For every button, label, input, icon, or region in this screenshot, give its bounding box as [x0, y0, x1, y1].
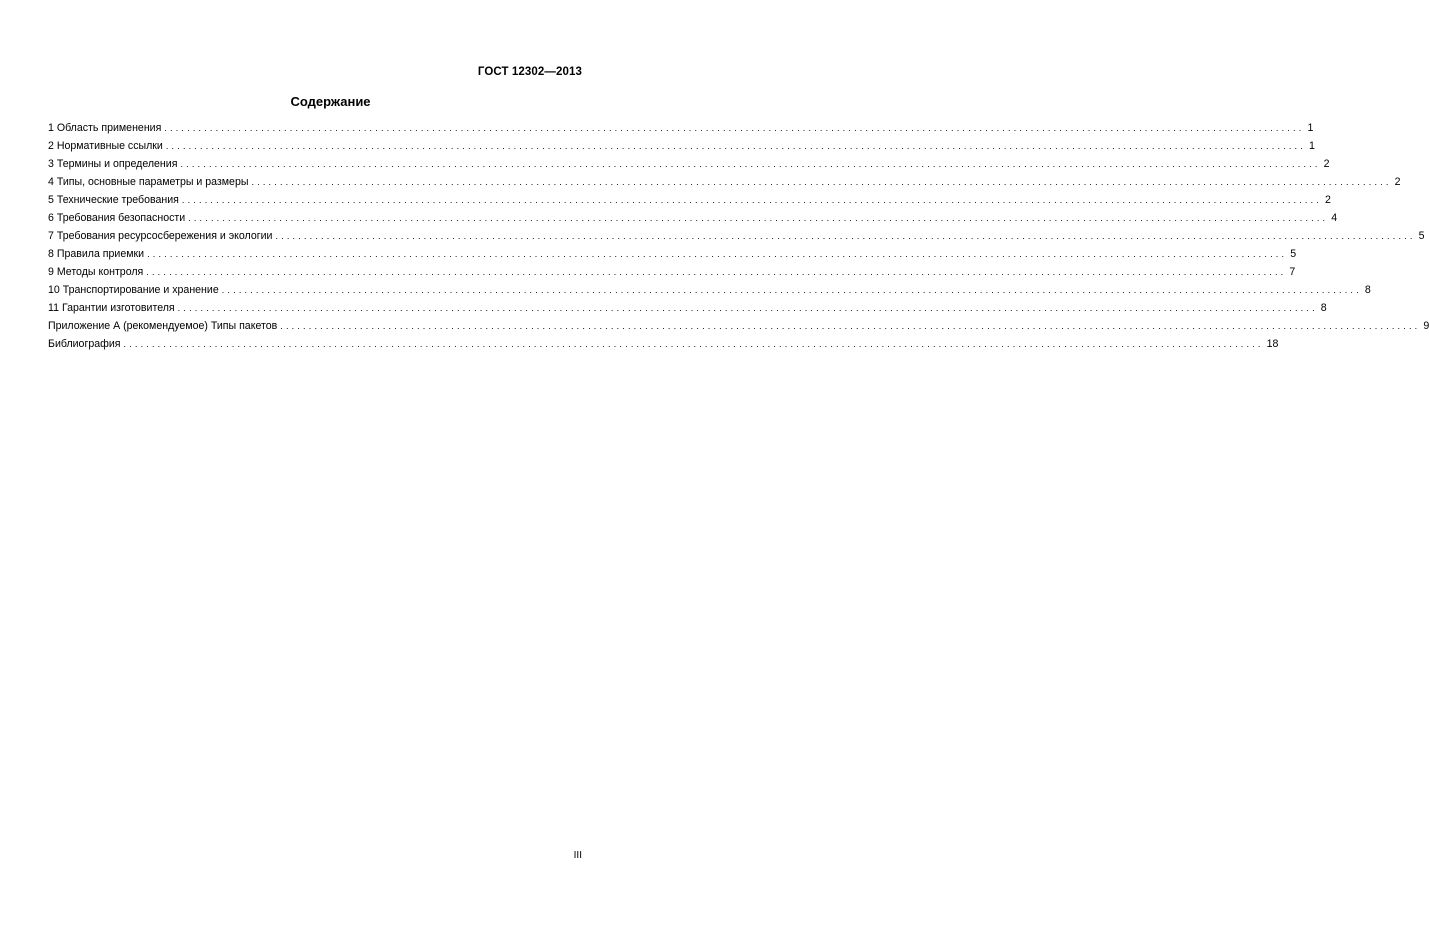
toc-leader-dots: ........................................................................................................................................................................................................: [180, 159, 1321, 169]
page-number: III: [573, 850, 582, 861]
toc-entry[interactable]: [48, 209, 1338, 227]
toc-entry-page: 1: [1308, 140, 1315, 152]
toc-entry-label: 5 Технические требования: [48, 194, 179, 206]
toc-entry[interactable]: [48, 119, 1314, 137]
toc-entry-label: Библиография: [48, 338, 121, 350]
toc-entry-page: 7: [1289, 266, 1296, 278]
toc-leader-dots: ........................................................................................................................................................................................................: [275, 231, 1416, 241]
toc-entry[interactable]: [48, 227, 1425, 245]
toc-entry-page: 5: [1290, 248, 1297, 260]
toc-entry-page: 8: [1364, 284, 1371, 296]
toc-leader-dots: ........................................................................................................................................................................................................: [123, 339, 1264, 349]
document-header: ГОСТ 12302—2013: [477, 66, 582, 78]
toc-entry-label: 11 Гарантии изготовителя: [48, 302, 175, 314]
toc-entry-page: 2: [1325, 194, 1331, 206]
toc-entry-label: 2 Нормативные ссылки: [48, 140, 163, 152]
toc-entry-label: 4 Типы, основные параметры и размеры: [48, 176, 249, 188]
toc-leader-dots: ........................................................................................................................................................................................................: [188, 213, 1329, 223]
toc-leader-dots: ........................................................................................................................................................................................................: [177, 303, 1318, 313]
toc-entry-label: 6 Требования безопасности: [48, 212, 186, 224]
toc-entry-page: 5: [1418, 230, 1425, 242]
toc-entry[interactable]: [48, 155, 1330, 173]
toc-title: Содержание: [290, 94, 371, 109]
toc-leader-dots: ........................................................................................................................................................................................................: [221, 285, 1362, 295]
toc-entry-page: 4: [1331, 212, 1338, 224]
toc-entry[interactable]: [48, 191, 1331, 209]
toc-leader-dots: ........................................................................................................................................................................................................: [165, 141, 1306, 151]
toc-entry-label: 8 Правила приемки: [48, 248, 145, 260]
toc-leader-dots: ........................................................................................................................................................................................................: [147, 249, 1288, 259]
table-of-contents: [48, 119, 1429, 353]
toc-entry-page: 9: [1423, 320, 1429, 332]
toc-leader-dots: ........................................................................................................................................................................................................: [164, 123, 1305, 133]
toc-entry[interactable]: [48, 317, 1429, 335]
toc-entry[interactable]: [48, 335, 1279, 353]
toc-leader-dots: ........................................................................................................................................................................................................: [146, 267, 1287, 277]
toc-entry[interactable]: [48, 281, 1371, 299]
toc-entry[interactable]: [48, 245, 1297, 263]
toc-entry[interactable]: [48, 173, 1401, 191]
toc-leader-dots: ........................................................................................................................................................................................................: [251, 177, 1392, 187]
toc-entry-label: 10 Транспортирование и хранение: [48, 284, 219, 296]
toc-entry[interactable]: [48, 137, 1315, 155]
toc-entry-page: 2: [1394, 176, 1401, 188]
toc-entry-label: 1 Область применения: [48, 122, 162, 134]
toc-leader-dots: ........................................................................................................................................................................................................: [181, 195, 1323, 205]
toc-entry-label: 3 Термины и определения: [48, 158, 178, 170]
toc-entry[interactable]: [48, 299, 1327, 317]
toc-entry-label: Приложение А (рекомендуемое) Типы пакетов: [48, 320, 278, 332]
toc-entry-page: 18: [1266, 338, 1279, 350]
toc-entry-label: 9 Методы контроля: [48, 266, 144, 278]
toc-entry-page: 1: [1307, 122, 1314, 134]
toc-entry-page: 8: [1320, 302, 1327, 314]
toc-leader-dots: ........................................................................................................................................................................................................: [280, 321, 1421, 331]
toc-entry[interactable]: [48, 263, 1296, 281]
toc-entry-page: 2: [1323, 158, 1330, 170]
toc-entry-label: 7 Требования ресурсосбережения и экологии: [48, 230, 273, 242]
